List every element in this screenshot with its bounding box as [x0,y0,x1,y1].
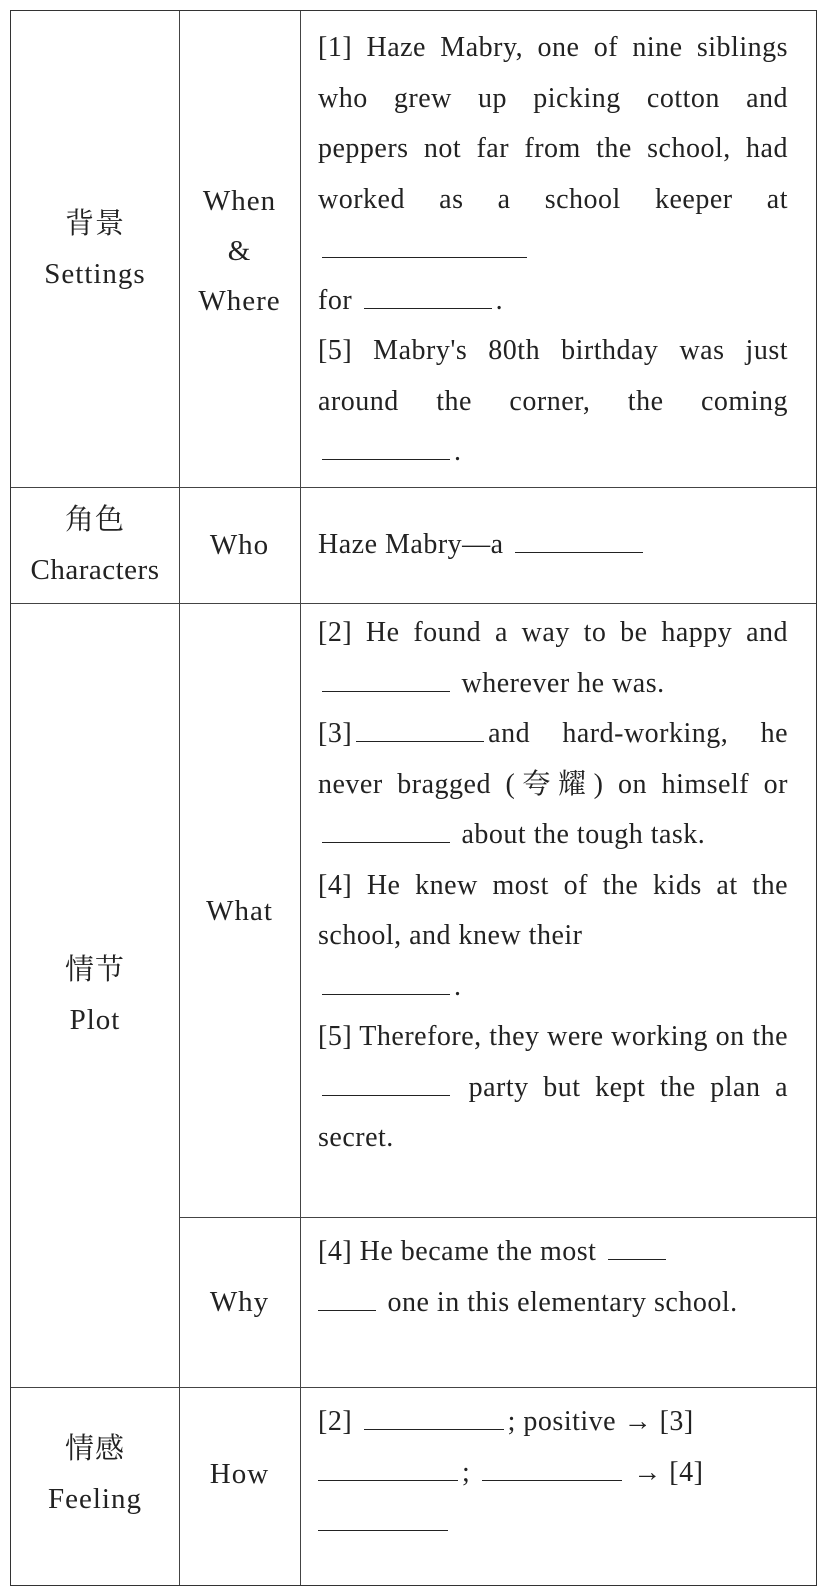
answer-blank[interactable] [482,1456,622,1481]
answer-blank[interactable] [356,717,484,742]
characters-label: 角色 Characters [30,504,160,586]
row-divider [179,1217,816,1218]
answer-blank[interactable] [322,818,450,843]
plot-label: 情节 Plot [64,954,125,1036]
answer-blank[interactable] [322,970,450,995]
settings-item-1: [1] Haze Mabry, one of nine siblings who grew up picking cotton and peppers not far from the school, had worked as a school keeper at for . [318,32,788,316]
row-divider [11,603,816,604]
what-label: What [206,895,273,927]
who-label: Who [209,529,270,561]
answer-blank[interactable] [515,528,643,553]
answer-blank[interactable] [318,1456,458,1481]
answer-blank[interactable] [318,1286,376,1311]
column-divider [300,11,301,1585]
how-label: How [209,1458,270,1490]
plot-what-content: [2] He found a way to be happy and wherever he was. [3] and hard-working, he never bragged (夸耀) on himself or about the tough task. [4] He knew most of the kids at the school, and knew their . [5] Therefore, they were working on the party but kept the plan a secret. [318,617,788,1153]
settings-label-cn: 背景 [64,208,125,240]
plot-why-content: [4] He became the most one in this elementary school. [318,1236,738,1318]
answer-blank[interactable] [322,1071,450,1096]
settings-label [11,199,179,299]
why-label: Why [209,1286,270,1318]
row-divider [11,1387,816,1388]
settings-item-2: [5] Mabry's 80th birthday was just around the corner, the coming . [318,335,788,467]
answer-blank[interactable] [322,667,450,692]
answer-blank[interactable] [322,233,527,258]
characters-content: Haze Mabry—a [318,520,788,571]
feeling-content: [2] ; positive → [3] ; → [4] [318,1397,788,1549]
answer-blank[interactable] [322,435,450,460]
settings-content [318,23,788,478]
row-divider [11,487,816,488]
answer-blank[interactable] [318,1506,448,1531]
settings-label-en: Settings [44,258,146,290]
answer-blank[interactable] [364,284,492,309]
story-table [10,10,817,1586]
answer-blank[interactable] [364,1405,504,1430]
answer-blank[interactable] [608,1235,666,1260]
when-where-label: When & Where [198,185,281,317]
feeling-label: 情感 Feeling [48,1433,142,1515]
